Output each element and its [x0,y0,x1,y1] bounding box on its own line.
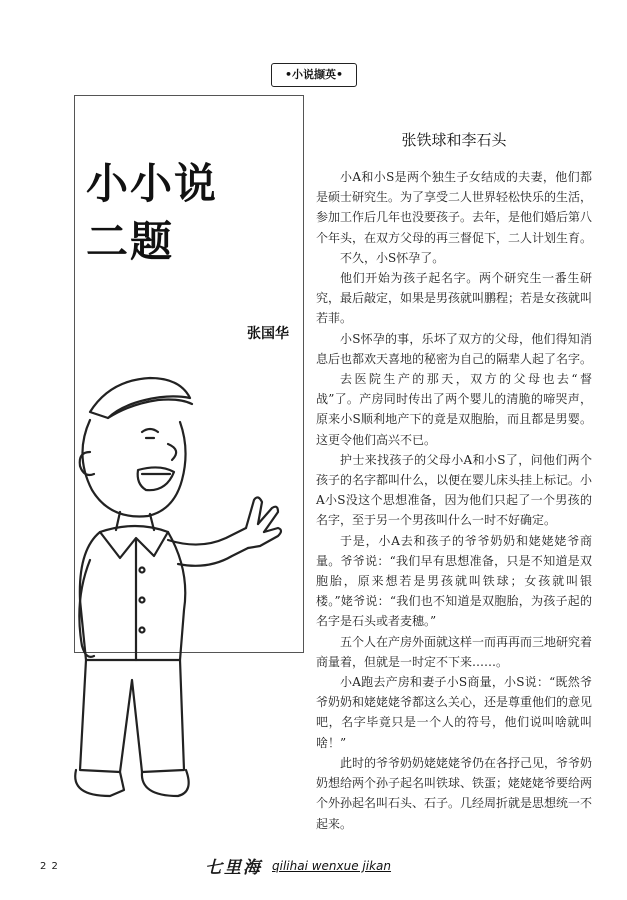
story-title: 张铁球和李石头 [401,131,507,149]
paragraph: 护士来找孩子的父母小A和小S了，问他们两个孩子的名字都叫什么，以便在婴儿床头挂上标记。小A小S没这个思想准备，因为他们只起了一个男孩的名字，至于另一个男孩叫什么一时不好确定。 [316,452,593,528]
cartoon-boy-illustration [50,360,320,830]
author-name: 张国华 [247,326,289,342]
article-title [86,155,218,271]
paragraph: 于是，小A去和孩子的爷爷奶奶和姥姥姥爷商量。爷爷说：“我们早有思想准备，只是不知道是双胞胎，原来想若是男孩就叫铁球；女孩就叫银楼。”姥爷说：“我们也不知道是双胞胎，为孩子起的名字是石头或者麦穗。” [316,533,592,629]
paragraph: 去医院生产的那天，双方的父母也去“督战”了。产房同时传出了两个婴儿的清脆的啼哭声，原来小S顺利地产下的竟是双胞胎，而且都是男婴。这更令他们高兴不已。 [316,372,592,447]
paragraph: 小A和小S是两个独生子女结成的夫妻，他们都是硕士研究生。为了享受二人世界轻松快乐的生活，参加工作后几年也没要孩子。去年，是他们婚后第八个年头，在双方父母的再三督促下，二人计划生育。 [316,170,593,245]
paragraph: 不久，小S怀孕了。 [340,250,445,265]
magazine-logo: 七里海 [205,858,262,878]
paragraph: 五个人在产房外面就这样一而再再而三地研究着商量着，但就是一时定不下来……。 [316,634,593,669]
section-tag: •小说撷英• [271,63,357,87]
title-line-2: 二题 [86,217,175,266]
magazine-name-pinyin: qilihai wenxue jikan [272,859,392,873]
paragraph: 此时的爷爷奶奶姥姥姥爷仍在各抒己见，爷爷奶奶想给两个孙子起名叫铁球、铁蛋；姥姥姥爷要给两个外孙起名叫石头、石子。几经周折就是思想统一不起来。 [316,755,593,831]
title-line-1: 小小说 [86,159,219,208]
paragraph: 小A跑去产房和妻子小S商量，小S说：“既然爷爷奶奶和姥姥姥爷都这么关心，还是尊重他们的意见吧，名字毕竟只是一个人的符号，他们说叫啥就叫啥！” [316,675,593,750]
paragraph: 他们开始为孩子起名字。两个研究生一番生研究，最后敲定，如果是男孩就叫鹏程；若是女孩就叫若菲。 [316,271,593,326]
paragraph: 小S怀孕的事，乐坏了双方的父母，他们得知消息后也都欢天喜地的秘密为自己的隔辈人起了名字。 [316,331,593,366]
story-body [316,167,592,834]
page-number: 2 2 [40,861,59,872]
